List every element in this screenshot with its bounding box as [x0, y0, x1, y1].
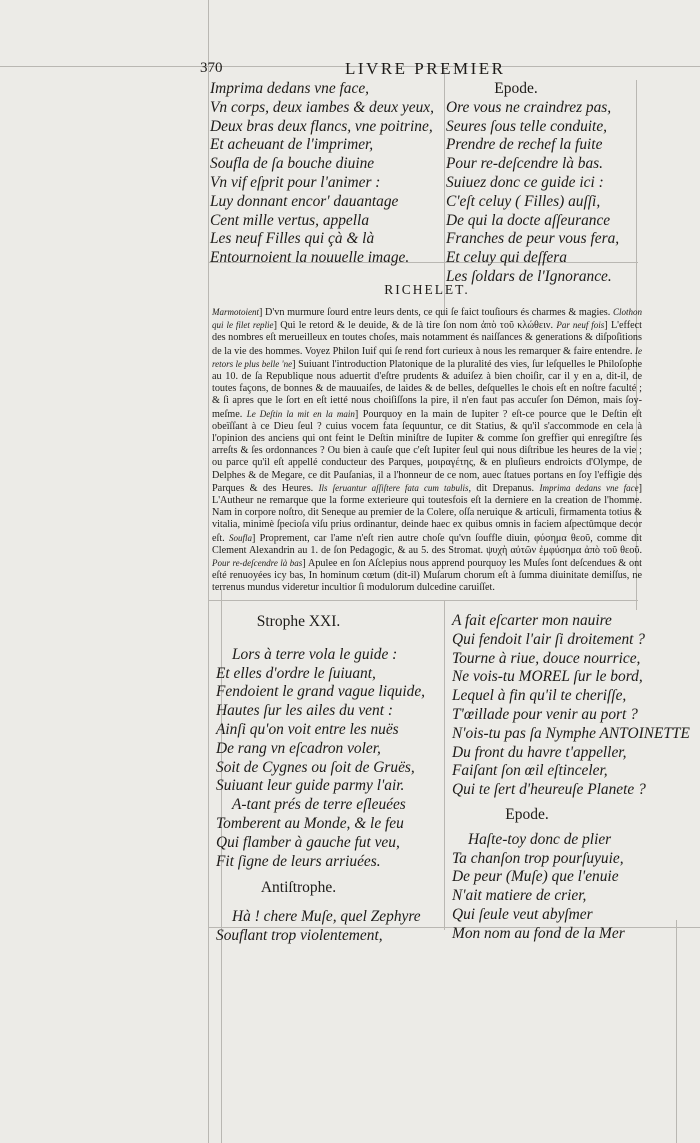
verse-line: Ainſi qu'on voit entre les nuës: [216, 720, 399, 738]
verse-line: Mon nom au fond de la Mer: [452, 924, 625, 942]
verse-line: Entournoient la nouuelle image.: [210, 249, 410, 267]
lemma-reference: Le Deſtin la mit en la main: [246, 408, 355, 419]
commentary-note: ] Suiuant l'introduction Platonique de la pluralité des vies, ſur leſquelles le Philoſophe au 10. de ſa Republique nous aduertit d'eſtre prudents & aduiſez à bien choiſir, car il y en a, dit-il, de toutes façons, de bonnes & de mauuaiſes, de laides & de belles, deſquelles le chois eſt en noſtre faculté ; & ſi apres que le ſort en eſt ietté nous choiſiſſons la pire, il n'en faut pas accuſer ſon Démon, mais ſoy-meſme.: [212, 358, 642, 420]
verse-line: Les ſoldars de l'Ignorance.: [446, 267, 612, 285]
lemma-reference: Soufla: [228, 532, 252, 543]
verse-column-top-left: [210, 80, 434, 268]
verse-line: A fait eſcarter mon nauire: [452, 612, 612, 629]
verse-line: Cent mille vertus, appella: [210, 211, 370, 229]
lemma-reference: Pour re-deſcendre là bas: [212, 558, 303, 569]
verse-line: Tourne à riue, douce nourrice,: [452, 649, 641, 667]
verse-line: Faiſant ſon œil eſtinceler,: [452, 762, 608, 780]
verse-line: C'eſt celuy ( Filles) auſſi,: [446, 192, 601, 210]
verse-line: Seures ſous telle conduite,: [446, 117, 607, 135]
epode-heading-2: Epode.: [505, 805, 549, 823]
lemma-reference: Par neuf fois: [556, 320, 605, 331]
commentary-note: , dit Drepanus.: [468, 482, 540, 494]
page-number: 370: [200, 60, 223, 76]
verse-line: Qui te ſert d'heureuſe Planete ?: [452, 781, 646, 799]
antistrophe-heading: Antiſtrophe.: [260, 879, 337, 897]
verse-line: Suiuant leur guide parmy l'air.: [216, 777, 405, 795]
scan-guide-line: [444, 600, 445, 930]
strophe-heading: Strophe XXI.: [256, 613, 341, 630]
verse-line: De qui la docte aſſeurance: [446, 211, 611, 229]
verse-line: A-tant prés de terre eſleuées: [232, 796, 406, 814]
verse-line: Lequel à fin qu'il te cheriſſe,: [452, 687, 627, 705]
running-title: LIVRE PREMIER: [345, 59, 506, 78]
lemma-reference: Ie retors le plus belle 'ne: [212, 345, 642, 369]
verse-line: Soufla de ſa bouche diuine: [210, 155, 375, 173]
scan-guide-line: [208, 600, 638, 601]
scan-guide-line: [444, 70, 445, 310]
running-header: [200, 60, 680, 82]
verse-line: Et acheuant de l'imprimer,: [210, 136, 374, 154]
commentary-note: ] D'vn murmure ſourd entre leurs dents, ce qui ſe faict touſiours és charmes & magies.: [259, 307, 613, 318]
verse-line: Prendre de rechef la fuite: [446, 136, 603, 154]
verse-line: Luy donnant encor' dauantage: [210, 192, 399, 210]
verse-line: Haſte-toy donc de plier: [468, 830, 612, 848]
verse-line: Franches de peur vous fera,: [446, 230, 620, 248]
verse-line: Qui ſeule veut abyſmer: [452, 905, 593, 923]
commentary-note: ] Proprement, car l'ame n'eſt rien autre choſe qu'vn ſouffle diuin, φύσημα θεοῦ, comme dit Clement Alexandrin au 1. de ſon Pedagogic, & au 5. des Stromat. ψυχὴ αὐτῶν ἐμφύσημα ἀπὸ τοῦ θεοῦ.: [212, 532, 642, 556]
verse-line: Lors à terre vola le guide :: [232, 645, 398, 663]
verse-line: N'ait matiere de crier,: [452, 887, 587, 905]
verse-line: Vn corps, deux iambes & deux yeux,: [210, 98, 434, 116]
verse-line: N'ois-tu pas ſa Nymphe ANTOINETTE: [452, 724, 690, 742]
verse-line: Hautes ſur les ailes du vent :: [216, 702, 393, 720]
verse-line: Suiuez donc ce guide ici :: [446, 173, 604, 191]
verse-line: Souflant trop violentement,: [216, 926, 383, 944]
lemma-reference: Ils ſeruantur aſſiſtere fata cum tabulis: [318, 482, 469, 493]
verse-line: Fit ſigne de leurs arriuées.: [216, 852, 381, 870]
verse-line: Ore vous ne craindrez pas,: [446, 98, 612, 116]
verse-line: Du front du havre t'appeller,: [452, 743, 627, 761]
verse-line: Deux bras deux flancs, vne poitrine,: [210, 117, 433, 135]
lemma-reference: Imprima dedans vne face: [539, 482, 639, 493]
verse-line: Ne vois-tu MOREL ſur le bord,: [452, 668, 643, 686]
verse-line: Imprima dedans vne face,: [210, 80, 369, 97]
commentary-title: RICHELET.: [384, 282, 470, 297]
verse-line: Qui flamber à gauche fut veu,: [216, 833, 400, 851]
commentary-note: ] L'Autheur ne remarque que la forme exterieure qui toutesfois eſt la derniere en la creation de l'homme. Nam in corpore noſtro, dit Seneque au premier de la Colere, oſſa neruique & articuli, firmamenta totius & vitalia, minimè ſpecioſa viſu prius ordinantur, deinde haec ex quibus omnis in faciem aſpectûmque decor eſt.: [212, 482, 643, 544]
commentary-note: ] Apulee en ſon Aſclepius nous apprend pourquoy les Muſes ſont deſcendues & ont eſté renuoyées icy bas, In hominum cœtum (dit-il) Muſarum chorum eſt à ſumma diuinitate demiſſus, ne terrenus mundus videretur incultior ſi modulorum dulcedine caruiſſet.: [212, 558, 643, 594]
verse-column-bottom-left: [216, 613, 425, 946]
verse-line: De peur (Muſe) que l'enuie: [452, 868, 619, 886]
commentary-note: ] Qui le retord & le deuide, & de là tire ſon nom ἀπὸ τοῦ κλώθειν.: [273, 320, 557, 332]
verse-column-bottom-right: [452, 612, 690, 944]
verse-line: Tomberent au Monde, & le feu: [216, 814, 404, 832]
lemma-reference: Marmotoient: [212, 307, 259, 317]
verse-line: Pour re-deſcendre là bas.: [446, 155, 604, 173]
verse-column-top-right: [446, 80, 619, 287]
commentary-note: ] Pourquoy en la main de Iupiter ? eſt-ce pource que le Deſtin eſt obeïſſant à ce Dieu ſeul ? cuius vocem fata ſequuntur, ce dit Statius, & qu'il s'accommode en cela à l'opinion des anciens qui ont feint le Deſtin miniſtre de Iupiter & comme ſon greffier qui enregiſtre ſes arreſts & ſes ordonnances ? Ou bien à cauſe que c'eſt Iupiter ſeul qui nous diſtribue les heures de la vie ; ou parce qu'il eſt appellé conducteur des Parques, μοιραγέτης, & en pluſieurs endroicts d'Olympe, de Delphes & de Megare, ce dit Pauſanias, il a l'honneur de ce nom, auec ſtatues portans en ſoy l'effigie des Parques & des Heures.: [212, 408, 642, 494]
verse-line: Vn vif eſprit pour l'animer :: [210, 173, 381, 191]
verse-line: Et celuy qui deſfera: [446, 249, 567, 267]
scan-guide-line: [208, 0, 209, 1143]
commentary-text: [212, 306, 642, 595]
verse-line: Hà ! chere Muſe, quel Zephyre: [232, 908, 421, 926]
verse-line: Les neuf Filles qui çà & là: [210, 230, 375, 248]
lemma-reference: Clothon qui le filet replie: [212, 307, 642, 331]
verse-line: Qui fendoit l'air ſi droitement ?: [452, 630, 645, 648]
verse-line: T'œillade pour venir au port ?: [452, 705, 638, 723]
epode-heading: Epode.: [494, 80, 538, 97]
verse-line: Fendoient le grand vague liquide,: [216, 683, 426, 701]
verse-line: Ta chanſon trop pourſuyuie,: [452, 849, 624, 867]
scan-guide-line: [676, 920, 677, 1143]
verse-line: Et elles d'ordre le ſuiuant,: [216, 664, 376, 682]
richelet-commentary: [212, 282, 642, 595]
verse-line: De rang vn eſcadron voler,: [216, 739, 381, 757]
commentary-note: ] L'effect des nombres eſt merueilleux en toutes choſes, mais notamment és naiſſances & generations & diſpoſitions de la vie des hommes. Voyez Philon Iuif qui ſe rend fort curieux à nous les remarquer & faire entendre.: [212, 320, 643, 357]
verse-line: Soit de Cygnes ou ſoit de Gruës,: [216, 758, 415, 776]
